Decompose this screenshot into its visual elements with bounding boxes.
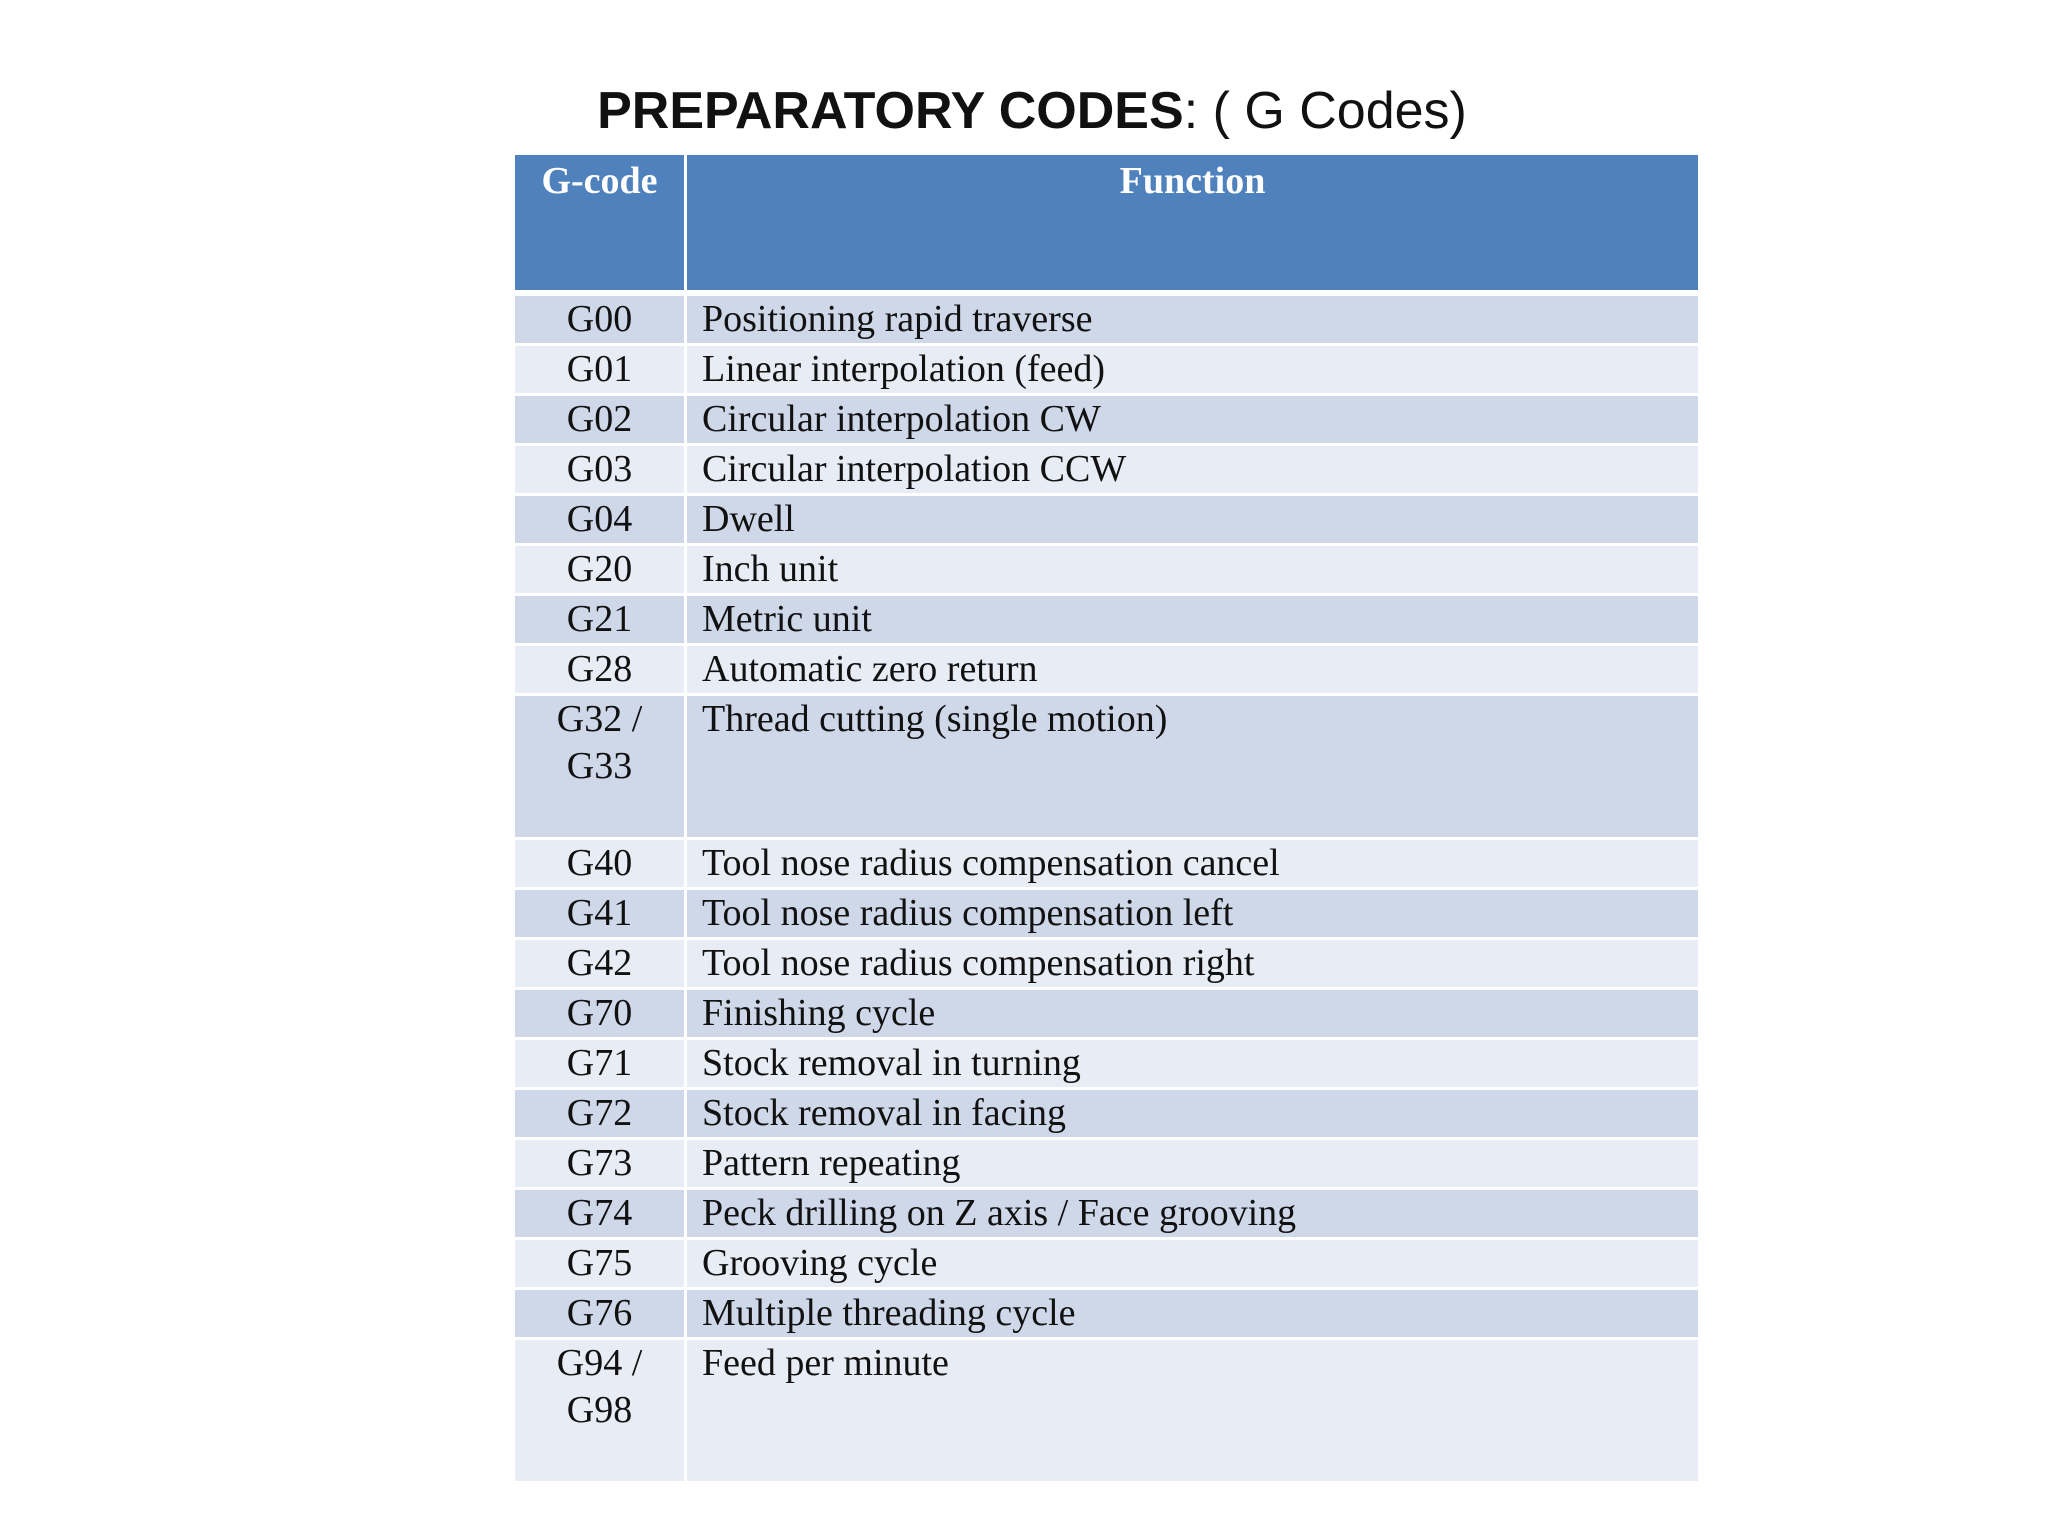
function-cell: Tool nose radius compensation left: [687, 890, 1698, 940]
table-header-row: [515, 155, 1698, 296]
table-row: [515, 446, 1698, 496]
table-row: [515, 1290, 1698, 1340]
gcode-cell: G01: [515, 346, 687, 396]
function-cell: Automatic zero return: [687, 646, 1698, 696]
gcode-cell: G21: [515, 596, 687, 646]
function-cell: Multiple threading cycle: [687, 1290, 1698, 1340]
function-cell: Tool nose radius compensation right: [687, 940, 1698, 990]
gcode-cell: G20: [515, 546, 687, 596]
table-row: [515, 696, 1698, 840]
table-row: [515, 1040, 1698, 1090]
table-row: [515, 1240, 1698, 1290]
gcode-cell: G02: [515, 396, 687, 446]
table-row: [515, 990, 1698, 1040]
gcode-cell: G71: [515, 1040, 687, 1090]
function-cell: Metric unit: [687, 596, 1698, 646]
gcode-cell: G94 / G98: [515, 1340, 687, 1484]
table-row: [515, 346, 1698, 396]
gcode-table: [515, 155, 1698, 1484]
table-row: [515, 396, 1698, 446]
gcode-cell: G70: [515, 990, 687, 1040]
table-row: [515, 1090, 1698, 1140]
table-row: [515, 296, 1698, 346]
table-row: [515, 1190, 1698, 1240]
function-cell: Linear interpolation (feed): [687, 346, 1698, 396]
gcode-cell: G04: [515, 496, 687, 546]
function-cell: Stock removal in facing: [687, 1090, 1698, 1140]
gcode-cell: G42: [515, 940, 687, 990]
gcode-cell: G00: [515, 296, 687, 346]
function-cell: Feed per minute: [687, 1340, 1698, 1484]
table-row: [515, 546, 1698, 596]
table-row: [515, 890, 1698, 940]
gcode-cell: G72: [515, 1090, 687, 1140]
table-row: [515, 840, 1698, 890]
gcode-cell: G74: [515, 1190, 687, 1240]
function-cell: Dwell: [687, 496, 1698, 546]
column-header-gcode: G-code: [515, 155, 687, 296]
page-title-rest: : ( G Codes): [1183, 82, 1467, 140]
gcode-cell: G40: [515, 840, 687, 890]
page-title: [0, 76, 2048, 146]
gcode-cell: G28: [515, 646, 687, 696]
table-row: [515, 646, 1698, 696]
function-cell: Inch unit: [687, 546, 1698, 596]
gcode-cell: G75: [515, 1240, 687, 1290]
function-cell: Stock removal in turning: [687, 1040, 1698, 1090]
table-row: [515, 496, 1698, 546]
gcode-cell: G03: [515, 446, 687, 496]
column-header-function: Function: [687, 155, 1698, 296]
function-cell: Circular interpolation CW: [687, 396, 1698, 446]
page-title-bold: PREPARATORY CODES: [597, 82, 1184, 140]
gcode-cell: G76: [515, 1290, 687, 1340]
table-row: [515, 940, 1698, 990]
gcode-cell: G41: [515, 890, 687, 940]
function-cell: Tool nose radius compensation cancel: [687, 840, 1698, 890]
function-cell: Circular interpolation CCW: [687, 446, 1698, 496]
function-cell: Peck drilling on Z axis / Face grooving: [687, 1190, 1698, 1240]
function-cell: Thread cutting (single motion): [687, 696, 1698, 840]
table-row: [515, 596, 1698, 646]
function-cell: Pattern repeating: [687, 1140, 1698, 1190]
gcode-cell: G32 / G33: [515, 696, 687, 840]
function-cell: Finishing cycle: [687, 990, 1698, 1040]
function-cell: Positioning rapid traverse: [687, 296, 1698, 346]
table-row: [515, 1340, 1698, 1484]
gcode-cell: G73: [515, 1140, 687, 1190]
function-cell: Grooving cycle: [687, 1240, 1698, 1290]
table-row: [515, 1140, 1698, 1190]
